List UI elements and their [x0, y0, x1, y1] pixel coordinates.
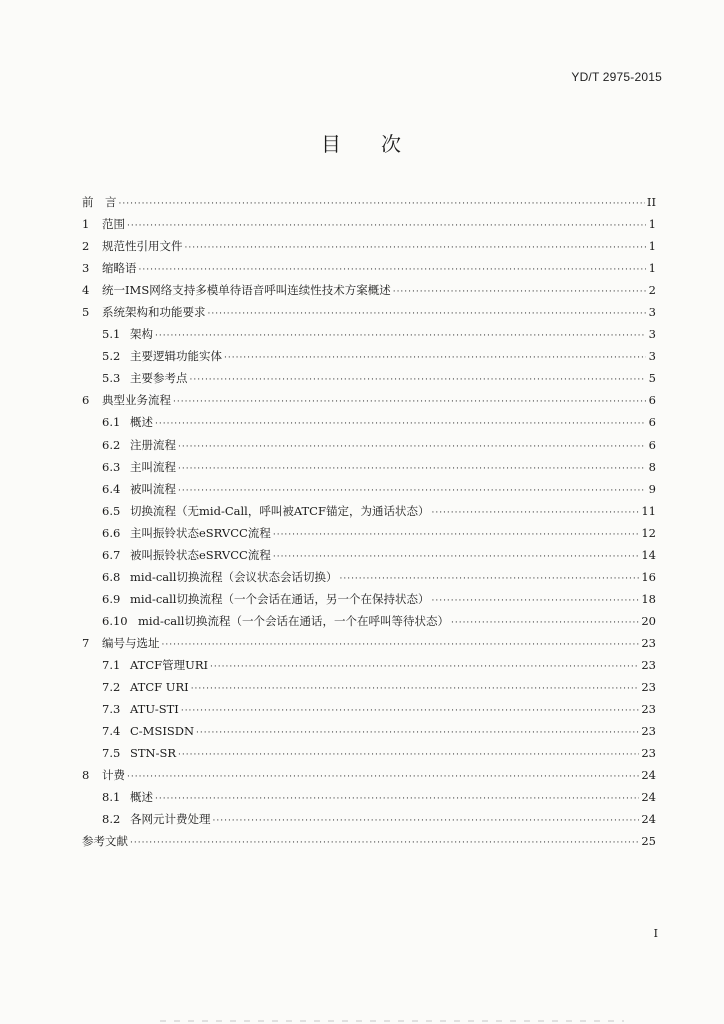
- toc-entry[interactable]: [82, 434, 656, 456]
- toc-entry-page: 23: [641, 635, 656, 650]
- toc-entry-label: 各网元计费处理: [130, 812, 211, 827]
- toc-entry-number: 6: [82, 393, 90, 408]
- toc-leader-dots: [130, 832, 639, 854]
- toc-entry-page: 25: [641, 834, 656, 849]
- toc-entry-page: 11: [641, 503, 656, 518]
- toc-leader-dots: [178, 744, 639, 766]
- toc-leader-dots: [155, 788, 639, 810]
- toc-leader-dots: [273, 546, 640, 568]
- toc-entry[interactable]: [82, 257, 656, 279]
- toc-leader-dots: [178, 436, 646, 458]
- toc-entry-page: 8: [648, 459, 656, 474]
- toc-entry[interactable]: [82, 742, 656, 764]
- toc-entry-page: 23: [641, 746, 656, 761]
- toc-entry[interactable]: [82, 720, 656, 742]
- toc-entry[interactable]: [82, 544, 656, 566]
- toc-leader-dots: [213, 810, 640, 832]
- toc-entry-number: 3: [82, 261, 90, 276]
- toc-entry-label: 切换流程（无mid-Call，呼叫被ATCF锚定，为通话状态）: [130, 503, 430, 518]
- toc-entry-label: ATCF URI: [130, 680, 189, 695]
- toc-entry-label: mid-call切换流程（一个会话在通话，另一个在保持状态）: [130, 591, 430, 606]
- toc-leader-dots: [190, 369, 647, 391]
- toc-entry-number: 6.5: [102, 503, 121, 518]
- toc-entry-number: 5.3: [102, 371, 121, 386]
- toc-entry[interactable]: [82, 654, 656, 676]
- toc-entry-number: 5: [82, 305, 90, 320]
- toc-entry[interactable]: [82, 389, 656, 411]
- toc-leader-dots: [162, 634, 640, 656]
- toc-entry[interactable]: [82, 830, 656, 852]
- toc-entry-label: mid-call切换流程（会议状态会话切换）: [130, 569, 338, 584]
- toc-leader-dots: [178, 480, 646, 502]
- toc-leader-dots: [431, 590, 639, 612]
- toc-entry-page: 18: [641, 591, 656, 606]
- table-of-contents: [82, 191, 656, 852]
- toc-entry-label: 主要参考点: [130, 371, 188, 386]
- toc-entry[interactable]: [82, 764, 656, 786]
- toc-entry-label: 架构: [130, 327, 153, 342]
- toc-entry-number: 8.2: [102, 812, 121, 827]
- toc-entry[interactable]: [82, 456, 656, 478]
- toc-entry-page: 3: [648, 327, 656, 342]
- toc-entry-label: ATU-STI: [130, 702, 179, 717]
- toc-entry-page: 2: [648, 283, 656, 298]
- toc-entry-number: 6.6: [102, 525, 121, 540]
- toc-entry-page: 16: [641, 569, 656, 584]
- toc-entry-page: 12: [641, 525, 656, 540]
- toc-entry-number: 4: [82, 283, 90, 298]
- toc-entry-label: 范围: [102, 217, 125, 232]
- toc-entry[interactable]: [82, 610, 656, 632]
- toc-entry-number: 8: [82, 768, 90, 783]
- toc-entry-number: 6.2: [102, 437, 121, 452]
- toc-leader-dots: [155, 413, 646, 435]
- toc-leader-dots: [339, 568, 639, 590]
- toc-entry-label: 主叫振铃状态eSRVCC流程: [130, 525, 271, 540]
- toc-entry-label: 前 言: [82, 195, 117, 209]
- toc-entry-label: 概述: [130, 415, 153, 430]
- toc-entry-number: 7.2: [102, 680, 121, 695]
- toc-entry-label: ATCF管理URI: [130, 657, 209, 672]
- toc-leader-dots: [181, 700, 640, 722]
- toc-entry-label: 参考文献: [82, 834, 128, 849]
- toc-entry-number: 7.4: [102, 724, 121, 739]
- toc-entry-number: 8.1: [102, 790, 121, 805]
- toc-entry-page: 1: [648, 261, 656, 276]
- toc-entry-label: C-MSISDN: [130, 724, 195, 739]
- toc-entry-number: 7.3: [102, 702, 121, 717]
- toc-entry-label: STN-SR: [130, 746, 177, 761]
- page-title: [0, 128, 724, 157]
- toc-entry[interactable]: [82, 808, 656, 830]
- toc-entry-page: 9: [648, 481, 656, 496]
- toc-entry-number: 6.9: [102, 591, 121, 606]
- toc-entry-label: 被叫流程: [130, 481, 176, 496]
- toc-entry-number: 6.1: [102, 415, 121, 430]
- toc-leader-dots: [173, 391, 646, 413]
- toc-entry[interactable]: [82, 323, 656, 345]
- toc-entry-number: 6.10: [102, 613, 128, 628]
- title-char-1: 目: [321, 132, 343, 156]
- toc-entry[interactable]: [82, 786, 656, 808]
- toc-entry-page: 24: [641, 790, 656, 805]
- toc-entry-page: 24: [641, 812, 656, 827]
- toc-entry-label: 主要逻辑功能实体: [130, 349, 222, 364]
- toc-entry-page: 3: [648, 305, 656, 320]
- toc-entry-label: 典型业务流程: [102, 393, 171, 408]
- toc-entry[interactable]: [82, 566, 656, 588]
- toc-entry[interactable]: [82, 367, 656, 389]
- toc-leader-dots: [196, 722, 639, 744]
- scan-artifact: [160, 1020, 624, 1022]
- toc-entry-number: 6.4: [102, 481, 121, 496]
- standard-code: YD/T 2975-2015: [571, 70, 662, 84]
- page-number: I: [653, 927, 658, 940]
- toc-leader-dots: [185, 237, 647, 259]
- toc-entry-label: mid-call切换流程（一个会话在通话，一个在呼叫等待状态）: [138, 613, 449, 628]
- toc-entry-label: 注册流程: [130, 437, 176, 452]
- toc-leader-dots: [224, 347, 646, 369]
- toc-entry[interactable]: [82, 345, 656, 367]
- toc-entry-number: 2: [82, 239, 90, 254]
- toc-entry[interactable]: [82, 500, 656, 522]
- toc-entry-page: 14: [641, 547, 656, 562]
- toc-entry-label: 规范性引用文件: [102, 239, 183, 254]
- toc-entry[interactable]: [82, 478, 656, 500]
- toc-entry[interactable]: [82, 522, 656, 544]
- toc-entry[interactable]: [82, 676, 656, 698]
- toc-entry[interactable]: [82, 632, 656, 654]
- toc-entry-page: 1: [648, 217, 656, 232]
- toc-entry-page: 23: [641, 657, 656, 672]
- toc-entry-page: 6: [648, 393, 656, 408]
- toc-leader-dots: [208, 303, 647, 325]
- toc-entry[interactable]: [82, 588, 656, 610]
- toc-entry-label: 统一IMS网络支持多模单待语音呼叫连续性技术方案概述: [102, 283, 391, 298]
- toc-leader-dots: [210, 656, 639, 678]
- toc-entry[interactable]: [82, 301, 656, 323]
- toc-leader-dots: [273, 524, 640, 546]
- toc-entry-page: 24: [641, 768, 656, 783]
- toc-entry-page: 6: [648, 437, 656, 452]
- toc-entry-number: 7: [82, 635, 90, 650]
- toc-entry-page: 23: [641, 724, 656, 739]
- toc-leader-dots: [127, 215, 646, 237]
- toc-leader-dots: [139, 259, 647, 281]
- toc-entry-number: 6.3: [102, 459, 121, 474]
- toc-entry[interactable]: [82, 235, 656, 257]
- toc-leader-dots: [451, 612, 639, 634]
- toc-entry-page: II: [646, 195, 656, 209]
- toc-leader-dots: [119, 193, 645, 215]
- toc-entry-page: 1: [648, 239, 656, 254]
- toc-leader-dots: [127, 766, 639, 788]
- toc-entry-number: 6.8: [102, 569, 121, 584]
- toc-entry-label: 被叫振铃状态eSRVCC流程: [130, 547, 271, 562]
- toc-leader-dots: [191, 678, 640, 700]
- toc-entry-number: 5.1: [102, 327, 121, 342]
- toc-entry-label: 编号与选址: [102, 635, 160, 650]
- toc-entry[interactable]: [82, 698, 656, 720]
- toc-entry-number: 7.1: [102, 657, 121, 672]
- toc-entry-label: 缩略语: [102, 261, 137, 276]
- toc-entry-number: 6.7: [102, 547, 121, 562]
- toc-leader-dots: [393, 281, 646, 303]
- toc-entry-number: 1: [82, 217, 90, 232]
- toc-entry[interactable]: [82, 279, 656, 301]
- toc-entry-label: 计费: [102, 768, 125, 783]
- toc-entry-page: 6: [648, 415, 656, 430]
- toc-entry[interactable]: [82, 213, 656, 235]
- toc-entry-label: 概述: [130, 790, 153, 805]
- toc-entry-page: 23: [641, 680, 656, 695]
- toc-entry-page: 23: [641, 702, 656, 717]
- toc-entry-label: 主叫流程: [130, 459, 176, 474]
- toc-leader-dots: [178, 458, 646, 480]
- toc-entry[interactable]: [82, 191, 656, 213]
- toc-entry-number: 7.5: [102, 746, 121, 761]
- toc-entry-label: 系统架构和功能要求: [102, 305, 206, 320]
- toc-entry-page: 3: [648, 349, 656, 364]
- toc-entry-page: 5: [648, 371, 656, 386]
- title-char-2: 次: [381, 132, 403, 156]
- toc-leader-dots: [155, 325, 646, 347]
- toc-entry-page: 20: [641, 613, 656, 628]
- toc-entry-number: 5.2: [102, 349, 121, 364]
- toc-entry[interactable]: [82, 411, 656, 433]
- toc-leader-dots: [431, 502, 639, 524]
